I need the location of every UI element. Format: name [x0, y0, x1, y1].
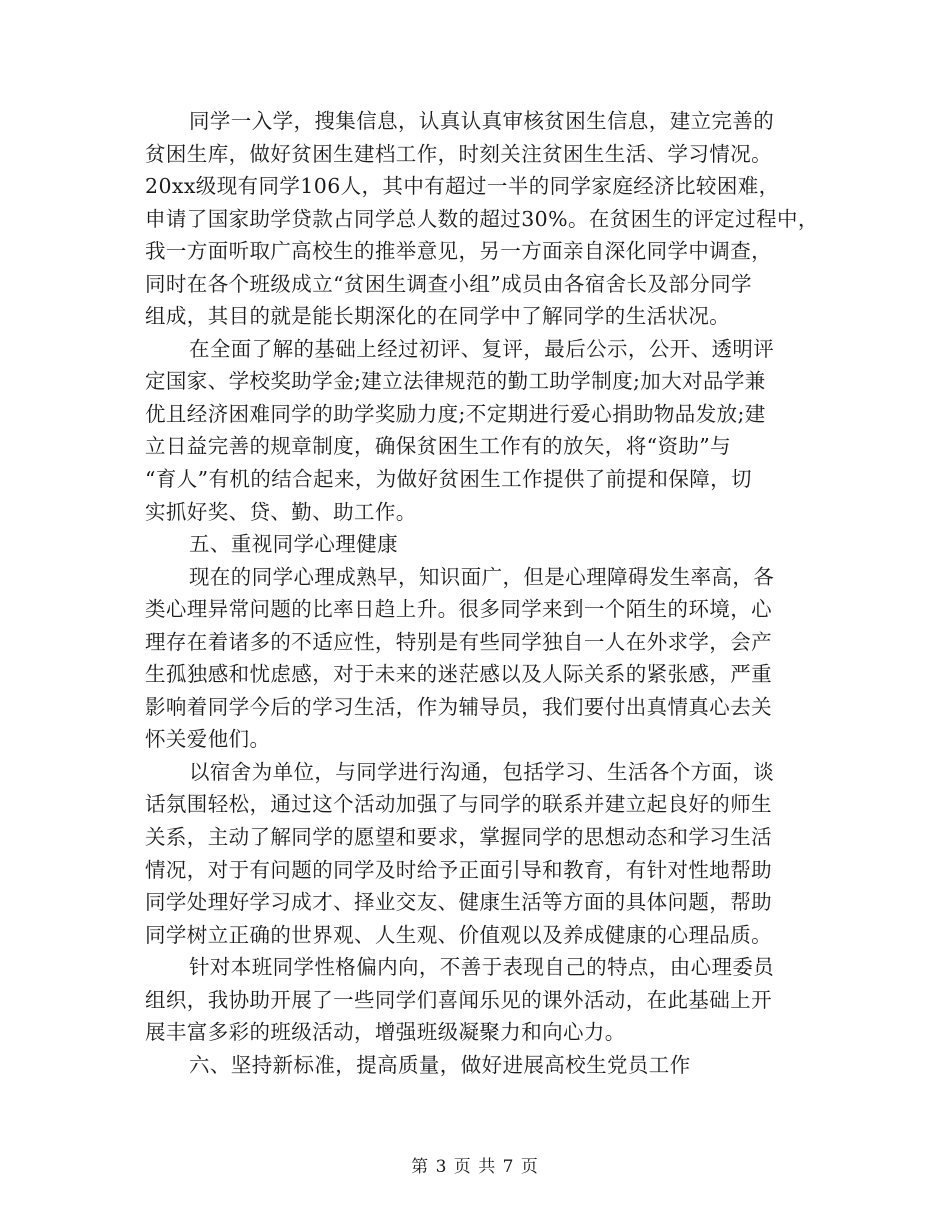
- text-line: 立日益完善的规章制度，确保贫困生工作有的放矢，将“资助”与: [145, 434, 732, 459]
- text-line: 我一方面听取广高校生的推举意见，另一方面亲自深化同学中调查，: [145, 239, 772, 264]
- text-line: 贫困生库，做好贫困生建档工作，时刻关注贫困生生活、学习情况。: [145, 141, 772, 166]
- text-line: 在全面了解的基础上经过初评、复评，最后公示，公开、透明评: [189, 336, 775, 361]
- text-line: 理存在着诸多的不适应性，特别是有些同学独自一人在外求学，会产: [145, 629, 772, 654]
- text-line: 优且经济困难同学的助学奖励力度;不定期进行爱心捐助物品发放;建: [145, 401, 766, 426]
- text-line: 话氛围轻松，通过这个活动加强了与同学的联系并建立起良好的师生: [145, 792, 772, 817]
- text-line: 展丰富多彩的班级活动，增强班级凝聚力和向心力。: [145, 1020, 626, 1045]
- text-line: “育人”有机的结合起来，为做好贫困生工作提供了前提和保障，切: [145, 467, 752, 492]
- text-line: 同时在各个班级成立“贫困生调查小组”成员由各宿舍长及部分同学: [145, 271, 752, 296]
- text-line: 定国家、学校奖助学金;建立法律规范的勤工助学制度;加大对品学兼: [145, 369, 766, 394]
- text-line: 影响着同学今后的学习生活，作为辅导员，我们要付出真情真心去关: [145, 694, 772, 719]
- document-body: [145, 105, 819, 1081]
- text-line: 同学处理好学习成才、择业交友、健康生活等方面的具体问题，帮助: [145, 890, 772, 915]
- text-line: 类心理异常问题的比率日趋上升。很多同学来到一个陌生的环境，心: [145, 597, 772, 622]
- text-line: 现在的同学心理成熟早，知识面广，但是心理障碍发生率高，各: [189, 564, 775, 589]
- text-line: 针对本班同学性格偏内向，不善于表现自己的特点，由心理委员: [189, 955, 775, 980]
- text-line: 申请了国家助学贷款占同学总人数的超过30%。在贫困生的评定过程中，: [145, 206, 819, 231]
- text-line: 以宿舍为单位，与同学进行沟通，包括学习、生活各个方面，谈: [189, 759, 775, 784]
- text-line: 生孤独感和忧虑感，对于未来的迷茫感以及人际关系的紧张感，严重: [145, 662, 772, 687]
- page-footer: 第 3 页 共 7 页: [411, 1157, 539, 1177]
- section-heading: 六、坚持新标准，提高质量，做好进展高校生党员工作: [189, 1052, 691, 1077]
- text-line: 怀关爱他们。: [145, 727, 271, 752]
- text-line: 同学一入学，搜集信息，认真认真审核贫困生信息，建立完善的: [189, 109, 775, 133]
- text-line: 20xx级现有同学106人，其中有超过一半的同学家庭经济比较困难，: [145, 174, 780, 199]
- section-heading: 五、重视同学心理健康: [189, 532, 398, 557]
- text-line: 组成，其目的就是能长期深化的在同学中了解同学的生活状况。: [145, 304, 731, 329]
- text-line: 情况，对于有问题的同学及时给予正面引导和教育，有针对性地帮助: [145, 857, 772, 882]
- text-line: 实抓好奖、贷、勤、助工作。: [145, 499, 417, 524]
- text-line: 关系，主动了解同学的愿望和要求，掌握同学的思想动态和学习生活: [145, 825, 772, 850]
- text-line: 组织，我协助开展了一些同学们喜闻乐见的课外活动，在此基础上开: [145, 987, 772, 1012]
- text-line: 同学树立正确的世界观、人生观、价值观以及养成健康的心理品质。: [145, 922, 772, 947]
